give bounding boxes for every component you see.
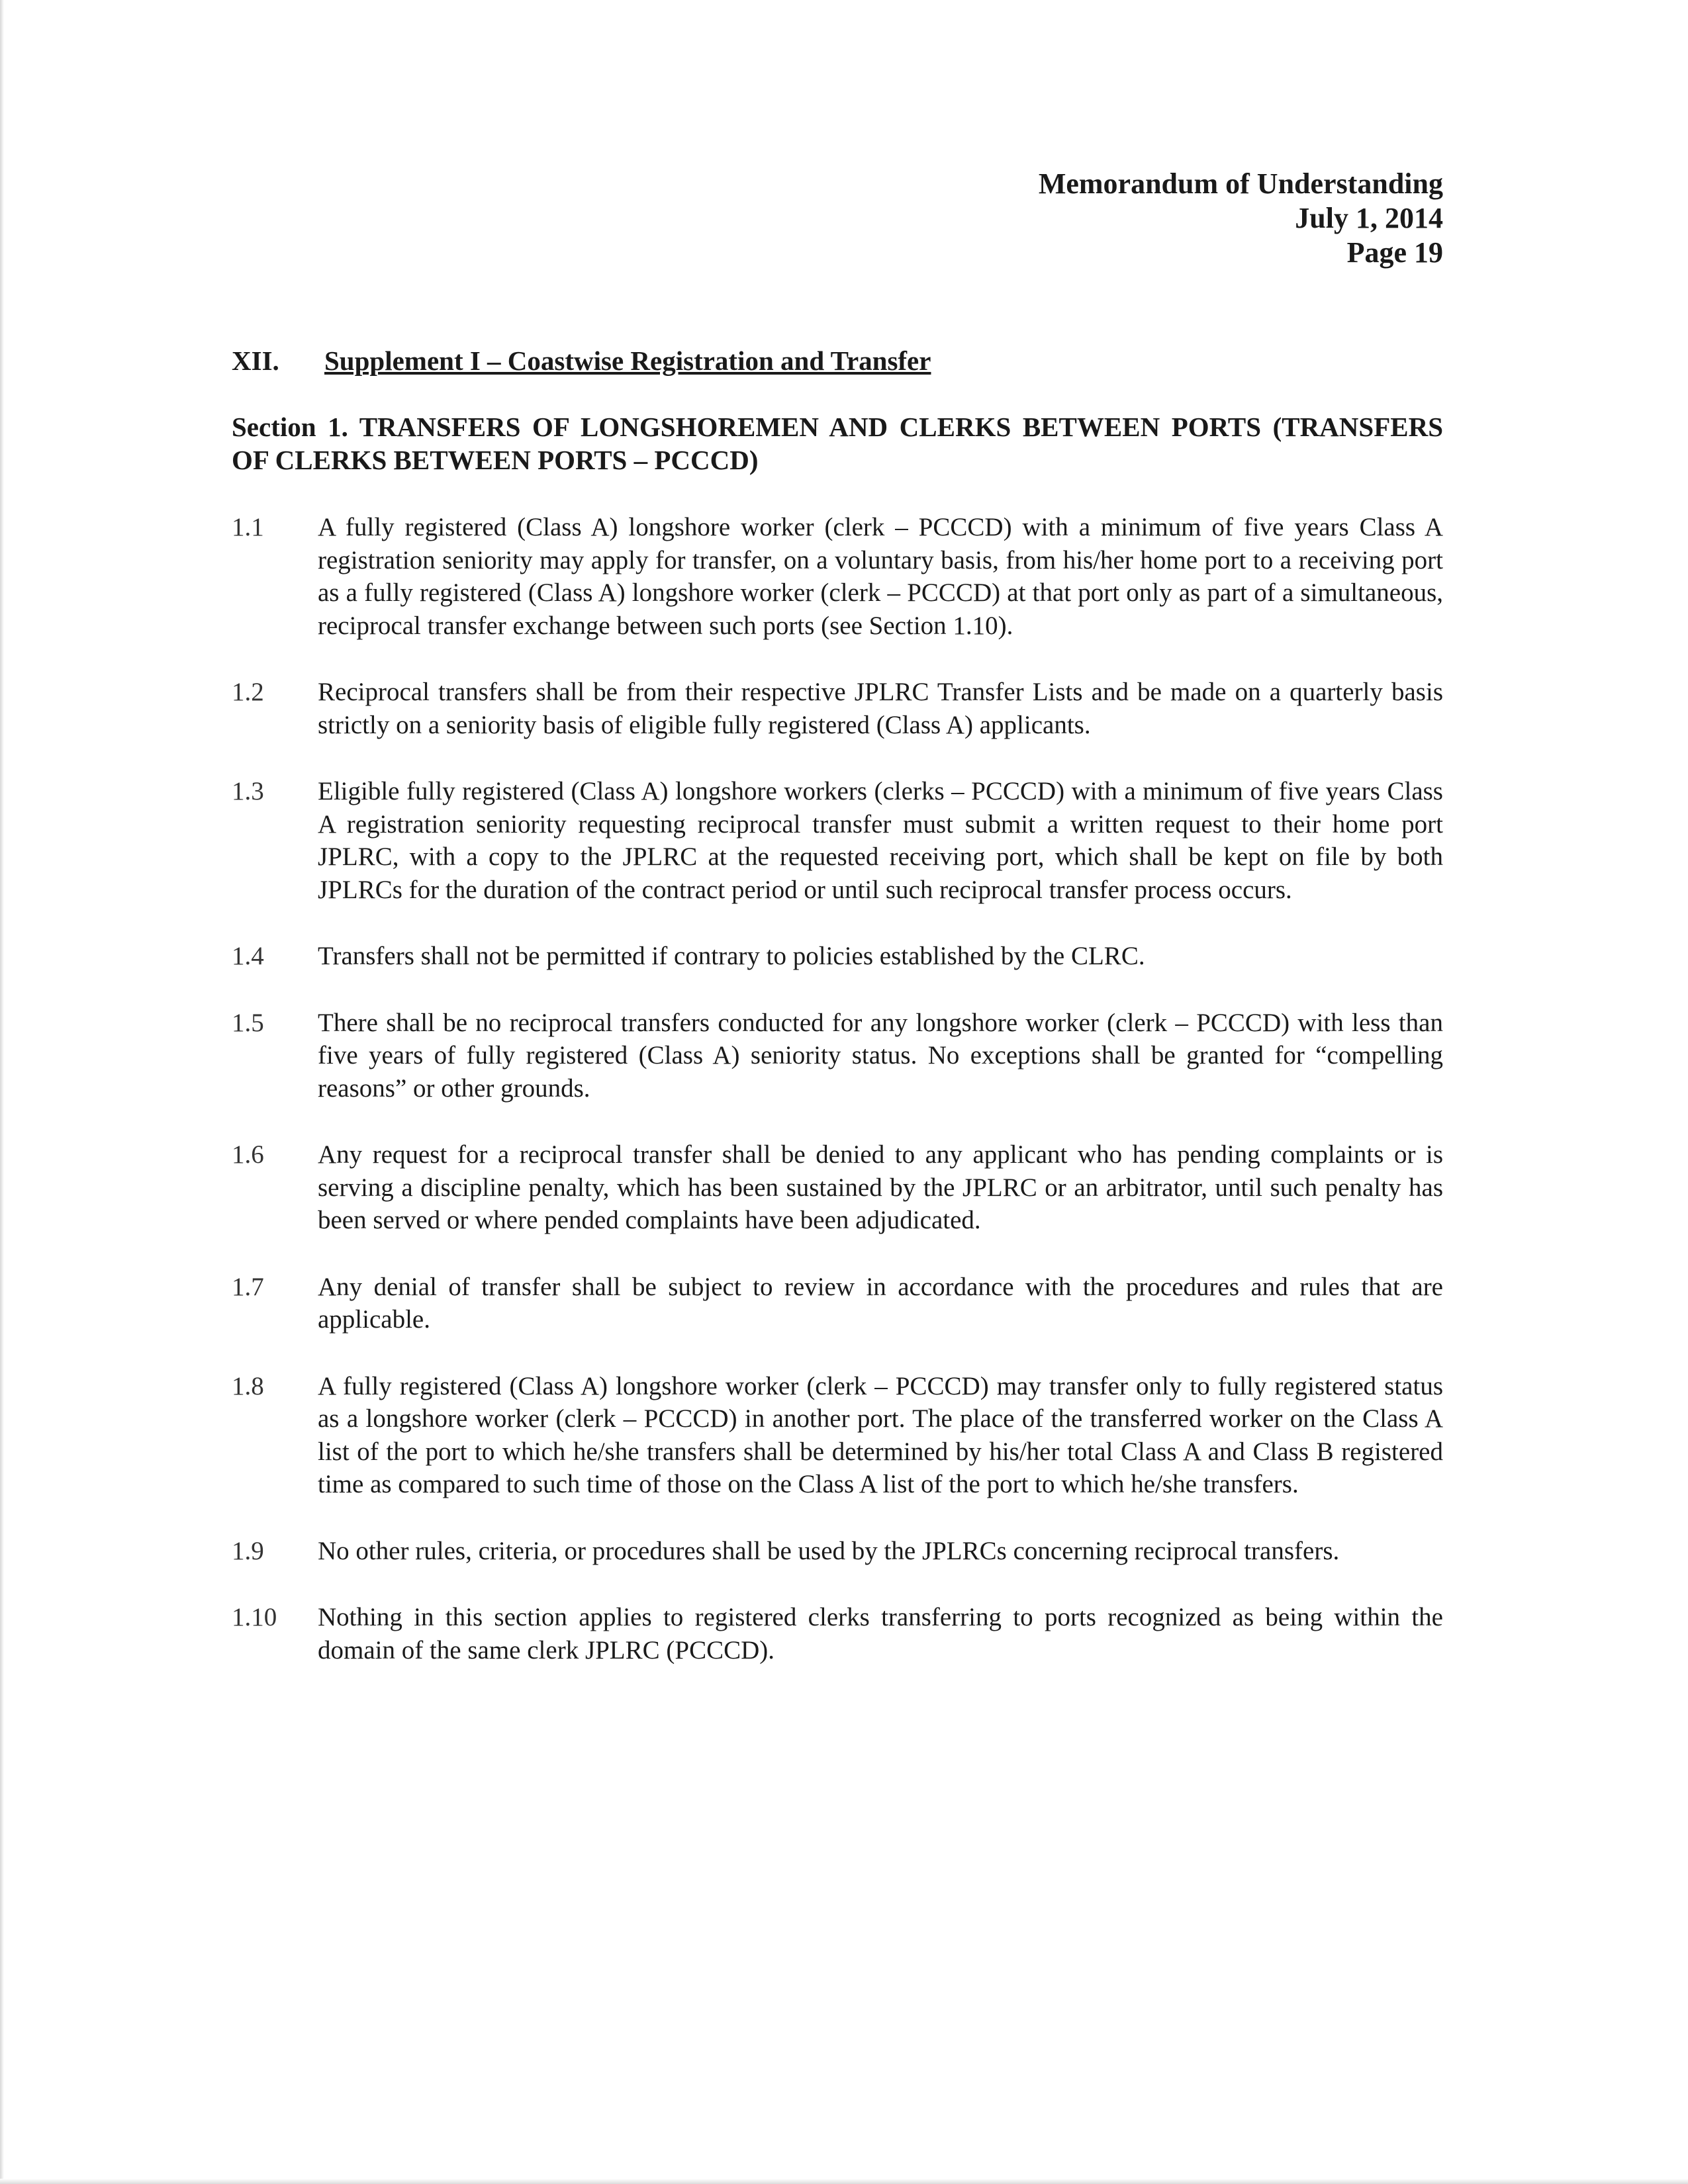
paragraph-1-5 bbox=[232, 1007, 1443, 1105]
paragraph-text: There shall be no reciprocal transfers conducted for any longshore worker (clerk – PCCCD) with less than five years of fully registered (Class A) seniority status. No exceptions shall be granted for “compelling reasons” or other grounds. bbox=[318, 1008, 1443, 1103]
paragraph-text: Eligible fully registered (Class A) longshore workers (clerks – PCCCD) with a minimum of five years Class A registration seniority requesting reciprocal transfer must submit a written request to their home port JPLRC, with a copy to the JPLRC at the requested receiving port, which shall be kept on file by both JPLRCs for the duration of the contract period or until such reciprocal transfer process occurs. bbox=[318, 777, 1443, 904]
paragraph-1-3 bbox=[232, 775, 1443, 906]
paragraph-number: 1.3 bbox=[232, 777, 264, 805]
paragraph-1-4 bbox=[232, 940, 1443, 973]
paragraph-number: 1.10 bbox=[232, 1603, 277, 1631]
paragraph-number: 1.4 bbox=[232, 942, 264, 970]
paragraph-1-2 bbox=[232, 676, 1443, 741]
paragraph-text: Any request for a reciprocal transfer shall be denied to any applicant who has pending complaints or is serving a discipline penalty, which has been sustained by the JPLRC or an arbitrator, until such penalty has been served or where pended complaints have been adjudicated. bbox=[318, 1140, 1443, 1234]
scan-edge-left bbox=[0, 0, 4, 2184]
header-document-title: Memorandum of Understanding bbox=[1038, 167, 1443, 200]
paragraph-number: 1.7 bbox=[232, 1272, 264, 1301]
paragraph-1-1 bbox=[232, 511, 1443, 642]
paragraph-text: Nothing in this section applies to registered clerks transferring to ports recognized as being within the domain of the same clerk JPLRC (PCCCD). bbox=[318, 1603, 1443, 1664]
page-header bbox=[1039, 167, 1443, 270]
paragraph-text: A fully registered (Class A) longshore worker (clerk – PCCCD) may transfer only to fully registered status as a longshore worker (clerk – PCCCD) in another port. The place of the transferred worker on the Class A list of the port to which he/she transfers shall be determined by his/her total Class A and Class B registered time as compared to such time of those on the Class A list of the port to which he/she transfers. bbox=[318, 1371, 1443, 1498]
supplement-heading: Supplement I – Coastwise Registration and Transfer bbox=[324, 345, 931, 376]
paragraph-1-9 bbox=[232, 1535, 1443, 1568]
paragraph-text: No other rules, criteria, or procedures shall be used by the JPLRCs concerning reciprocal transfers. bbox=[318, 1536, 1340, 1565]
paragraph-1-8 bbox=[232, 1370, 1443, 1501]
paragraph-1-10 bbox=[232, 1601, 1443, 1666]
paragraph-number: 1.1 bbox=[232, 513, 264, 541]
header-date: July 1, 2014 bbox=[1295, 202, 1443, 234]
paragraph-text: Any denial of transfer shall be subject to review in accordance with the procedures and rules that are applicable. bbox=[318, 1272, 1443, 1334]
paragraph-text: Transfers shall not be permitted if contrary to policies established by the CLRC. bbox=[318, 942, 1145, 970]
paragraph-number: 1.5 bbox=[232, 1008, 264, 1037]
supplement-title bbox=[232, 344, 931, 377]
paragraph-number: 1.9 bbox=[232, 1536, 264, 1565]
paragraph-number: 1.6 bbox=[232, 1140, 264, 1169]
paragraph-number: 1.8 bbox=[232, 1371, 264, 1400]
paragraph-1-7 bbox=[232, 1271, 1443, 1336]
header-page-number: Page 19 bbox=[1346, 236, 1443, 269]
supplement-number: XII. bbox=[232, 345, 279, 376]
numbered-paragraph-list bbox=[232, 511, 1443, 1700]
paragraph-1-6 bbox=[232, 1138, 1443, 1237]
scan-edge-bottom bbox=[0, 2179, 1688, 2184]
paragraph-text: A fully registered (Class A) longshore worker (clerk – PCCCD) with a minimum of five years Class A registration seniority may apply for transfer, on a voluntary basis, from his/her home port to a receiving port as a fully registered (Class A) longshore worker (clerk – PCCCD) at that port only as part of a simultaneous, reciprocal transfer exchange between such ports (see Section 1.10). bbox=[318, 513, 1443, 640]
paragraph-number: 1.2 bbox=[232, 678, 264, 706]
section-heading: Section 1. TRANSFERS OF LONGSHOREMEN AND CLERKS BETWEEN PORTS (TRANSFERS OF CLERKS BETWEEN PORTS – PCCCD) bbox=[232, 412, 1443, 475]
paragraph-text: Reciprocal transfers shall be from their respective JPLRC Transfer Lists and be made on a quarterly basis strictly on a seniority basis of eligible fully registered (Class A) applicants. bbox=[318, 678, 1443, 739]
